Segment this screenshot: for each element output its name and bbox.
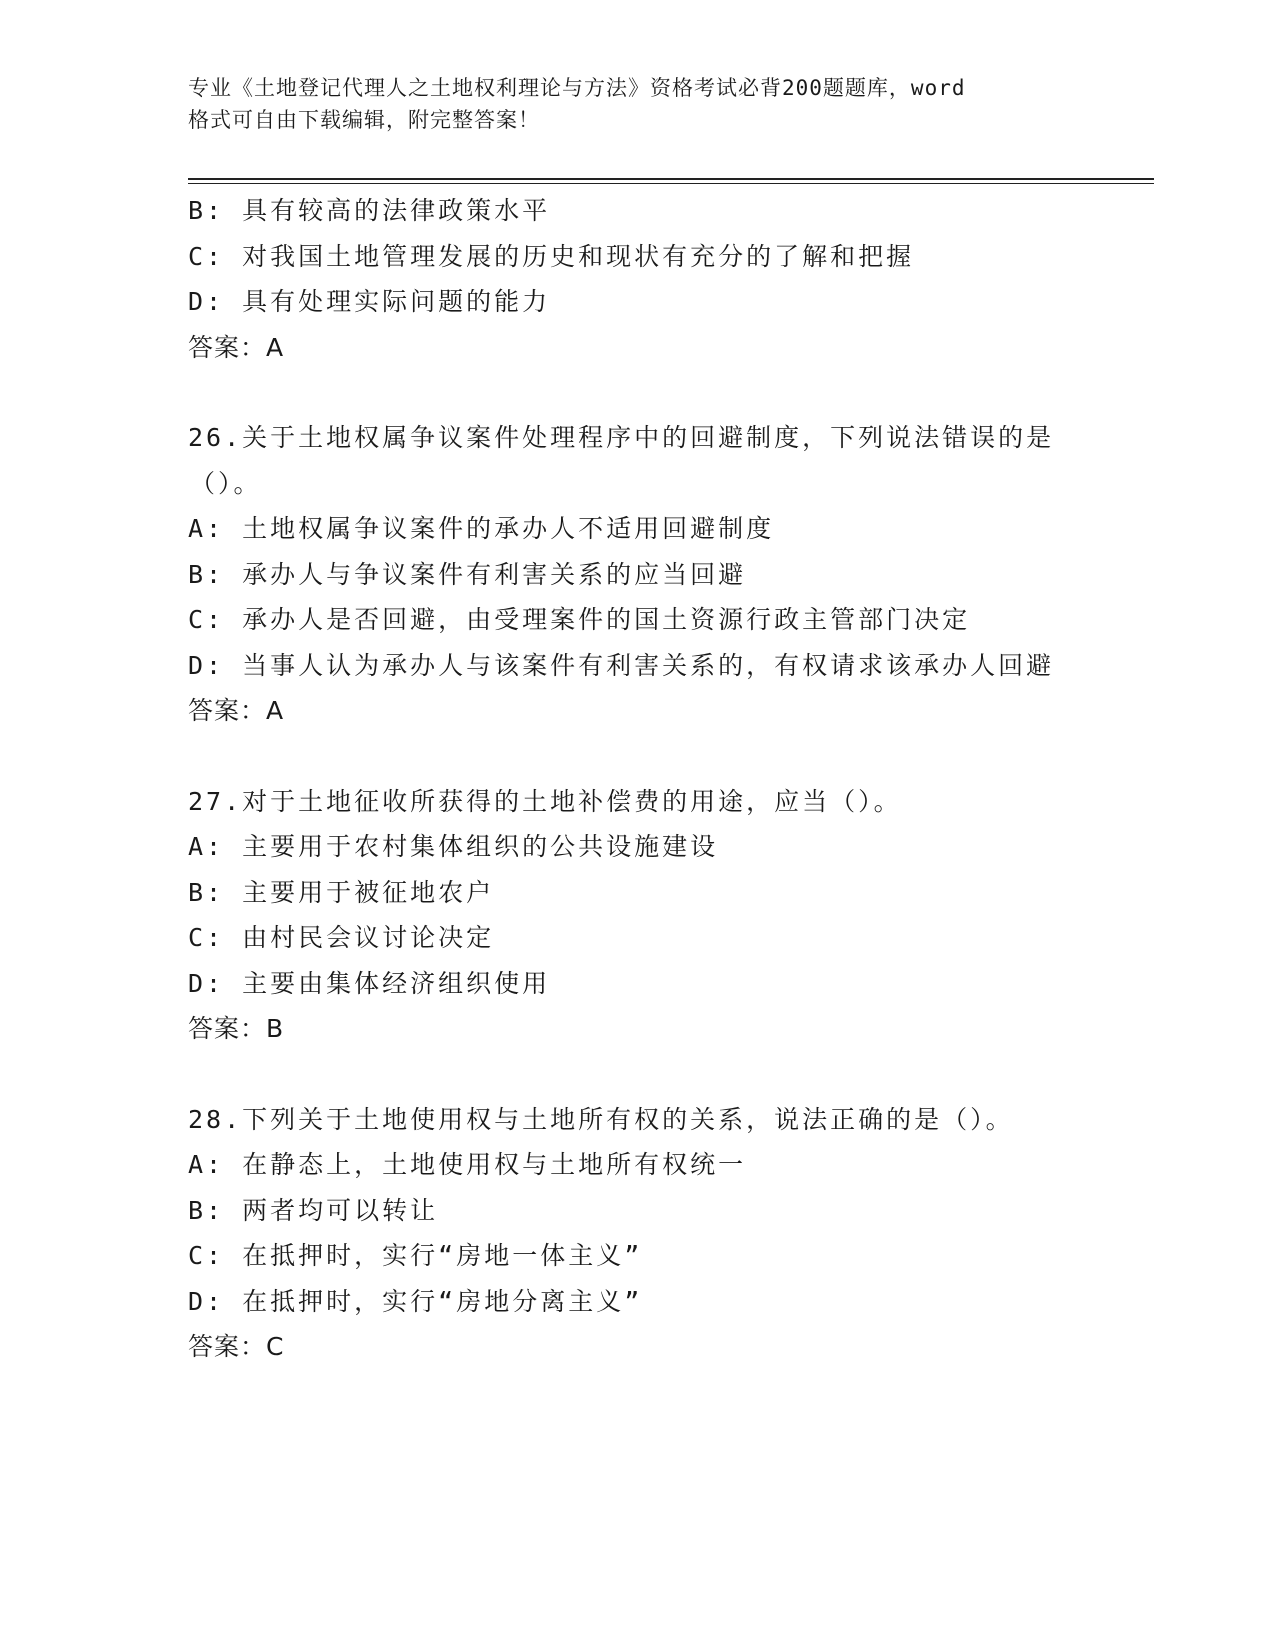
question-26	[188, 415, 1128, 734]
answer: 答案：A	[188, 332, 285, 362]
option-c: C: 对我国土地管理发展的历史和现状有充分的了解和把握	[188, 241, 915, 271]
answer: 答案：C	[188, 1332, 285, 1361]
option-c: C: 承办人是否回避，由受理案件的国土资源行政主管部门决定	[188, 605, 971, 634]
option-b: B: 承办人与争议案件有利害关系的应当回避	[188, 559, 747, 589]
option-b: B: 两者均可以转让	[188, 1195, 439, 1225]
answer: 答案：B	[188, 1014, 285, 1043]
answer: 答案：A	[188, 696, 285, 725]
header-line-1: 专业《土地登记代理人之土地权利理论与方法》资格考试必背200题题库，word	[188, 76, 966, 100]
option-d: D: 在抵押时，实行“房地分离主义”	[188, 1286, 643, 1316]
question-stem: 27.对于土地征收所获得的土地补偿费的用途，应当（）。	[188, 786, 902, 816]
question-stem-continued: （）。	[190, 468, 262, 498]
option-a: A: 在静态上，土地使用权与土地所有权统一	[188, 1150, 747, 1179]
option-d: D: 主要由集体经济组织使用	[188, 968, 551, 998]
option-a: A: 主要用于农村集体组织的公共设施建设	[188, 832, 719, 861]
question-stem: 26.关于土地权属争议案件处理程序中的回避制度，下列说法错误的是	[188, 423, 1055, 452]
option-b: B: 具有较高的法律政策水平	[188, 196, 551, 225]
question-list	[188, 188, 1128, 1370]
option-a: A: 土地权属争议案件的承办人不适用回避制度	[188, 514, 775, 543]
option-d: D: 具有处理实际问题的能力	[188, 287, 551, 316]
option-d: D: 当事人认为承办人与该案件有利害关系的，有权请求该承办人回避	[188, 650, 1055, 680]
option-c: C: 由村民会议讨论决定	[188, 923, 495, 952]
option-b: B: 主要用于被征地农户	[188, 877, 495, 907]
document-header	[188, 72, 1088, 136]
header-divider-thick	[188, 178, 1154, 180]
question-27	[188, 779, 1128, 1052]
question-stem: 28.下列关于土地使用权与土地所有权的关系，说法正确的是（）。	[188, 1104, 1014, 1134]
question-28	[188, 1097, 1128, 1370]
option-c: C: 在抵押时，实行“房地一体主义”	[188, 1241, 643, 1270]
question-25-tail	[188, 188, 1128, 370]
header-line-2: 格式可自由下载编辑，附完整答案！	[188, 108, 540, 132]
header-divider-thin	[188, 183, 1154, 184]
